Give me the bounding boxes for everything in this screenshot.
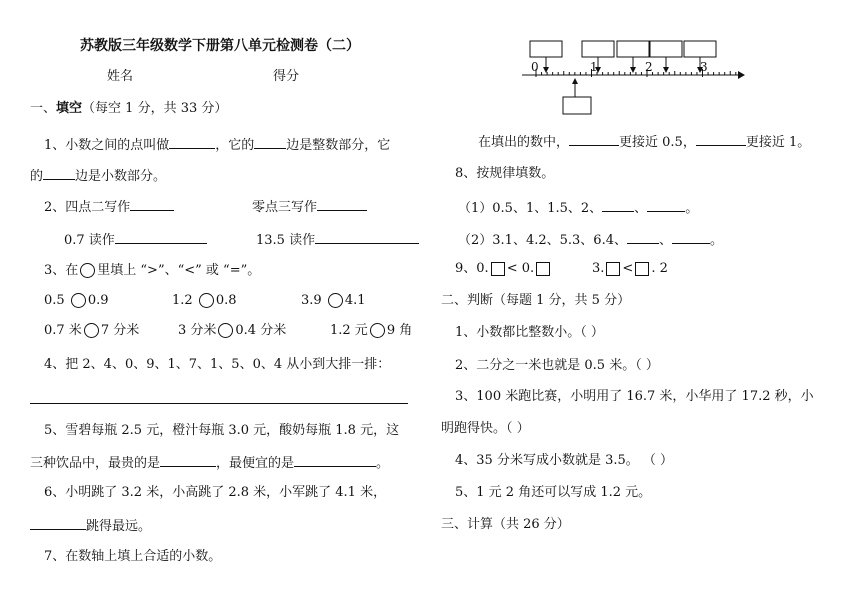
- axis-label: 0: [531, 60, 539, 74]
- q4-text: 4、把 2、4、0、9、1、7、1、5、0、4 从小到大排一排：: [44, 357, 391, 372]
- judge-item: 4、35 分米写成小数就是 3.5。 （ ）: [455, 453, 674, 468]
- q2-line2b: 13.5 读作: [256, 231, 419, 249]
- blank[interactable]: [602, 199, 634, 212]
- answer-box[interactable]: [684, 41, 716, 57]
- section3-heading: 三、计算（共 26 分）: [441, 517, 570, 532]
- answer-box[interactable]: [582, 41, 614, 57]
- blank[interactable]: [569, 133, 619, 146]
- blank[interactable]: [627, 231, 659, 244]
- q6-line1: 6、小明跳了 3.2 米，小高跳了 2.8 米，小军跳了 4.1 米，: [44, 485, 387, 500]
- axis-label: 3: [700, 60, 708, 74]
- q7-followup: 在填出的数中， 更接近 0.5， 更接近 1。: [478, 135, 811, 150]
- q3-item: 1.2 元 9 角: [330, 323, 413, 338]
- q9: 9、0. < 0.: [455, 261, 552, 277]
- q8-seq2: （2）3.1、4.2、5.3、6.4、 、 。: [458, 233, 723, 248]
- q2-line1: 2、四点二写作: [44, 198, 174, 216]
- axis-label: 1: [590, 60, 598, 74]
- q5-line2: 三种饮品中，最贵的是 ，最便宜的是 。: [30, 456, 390, 471]
- axis-label: 2: [645, 60, 653, 74]
- q3-item: 0.7 米 7 分米: [44, 323, 140, 338]
- answer-box[interactable]: [491, 262, 505, 276]
- answer-box[interactable]: [650, 41, 682, 57]
- name-label: 姓名: [107, 69, 134, 84]
- judge-item: 2、二分之一米也就是 0.5 米。（ ）: [455, 358, 659, 373]
- answer-box[interactable]: [606, 262, 620, 276]
- score-label: 得分: [273, 69, 300, 84]
- answer-box[interactable]: [530, 41, 562, 57]
- page-title: 苏教版三年级数学下册第八单元检测卷（二）: [80, 38, 360, 54]
- q1-line1: 1、小数之间的点叫做 ，它的 边是整数部分，它: [44, 138, 391, 153]
- judge-item: 1、小数都比整数小。（ ）: [455, 325, 604, 340]
- q7-text: 7、在数轴上填上合适的小数。: [44, 549, 222, 564]
- q3-item: 3.9 4.1: [301, 293, 366, 308]
- q8-seq1: （1）0.5、1、1.5、2、 、 。: [458, 201, 699, 216]
- judge-item: 3、100 米跑比赛，小明用了 16.7 米，小华用了 17.2 秒，小: [455, 389, 814, 404]
- q3-item: 3 分米 0.4 分米: [178, 323, 287, 338]
- section2-heading: 二、判断（每题 1 分，共 5 分）: [441, 293, 631, 308]
- blank[interactable]: [647, 199, 685, 212]
- blank[interactable]: [672, 231, 710, 244]
- q3-item: 0.5 0.9: [44, 293, 109, 308]
- q5-line1: 5、雪碧每瓶 2.5 元，橙汁每瓶 3.0 元，酸奶每瓶 1.8 元，这: [44, 423, 400, 438]
- q6-line2: 跳得最远。: [30, 517, 151, 535]
- answer-box[interactable]: [635, 262, 649, 276]
- q3-instruction: 3、在 里填上 “>”、“<” 或 “=”。: [44, 263, 261, 278]
- judge-item: 5、1 元 2 角还可以写成 1.2 元。: [455, 485, 652, 500]
- answer-box[interactable]: [563, 97, 591, 114]
- judge-item-cont: 明跑得快。（ ）: [441, 421, 530, 436]
- blank[interactable]: [696, 133, 746, 146]
- q9b: 3. < . 2: [592, 261, 668, 276]
- q1-line2: 的 边是小数部分。: [30, 169, 167, 184]
- q2-line2: 0.7 读作: [64, 231, 207, 249]
- section1-heading: 一、填空（每空 1 分，共 33 分）: [30, 101, 228, 116]
- q2-line1b: 零点三写作: [252, 198, 367, 216]
- answer-box[interactable]: [617, 41, 649, 57]
- q8-title: 8、按规律填数。: [455, 166, 555, 181]
- answer-box[interactable]: [536, 262, 550, 276]
- q3-item: 1.2 0.8: [172, 293, 237, 308]
